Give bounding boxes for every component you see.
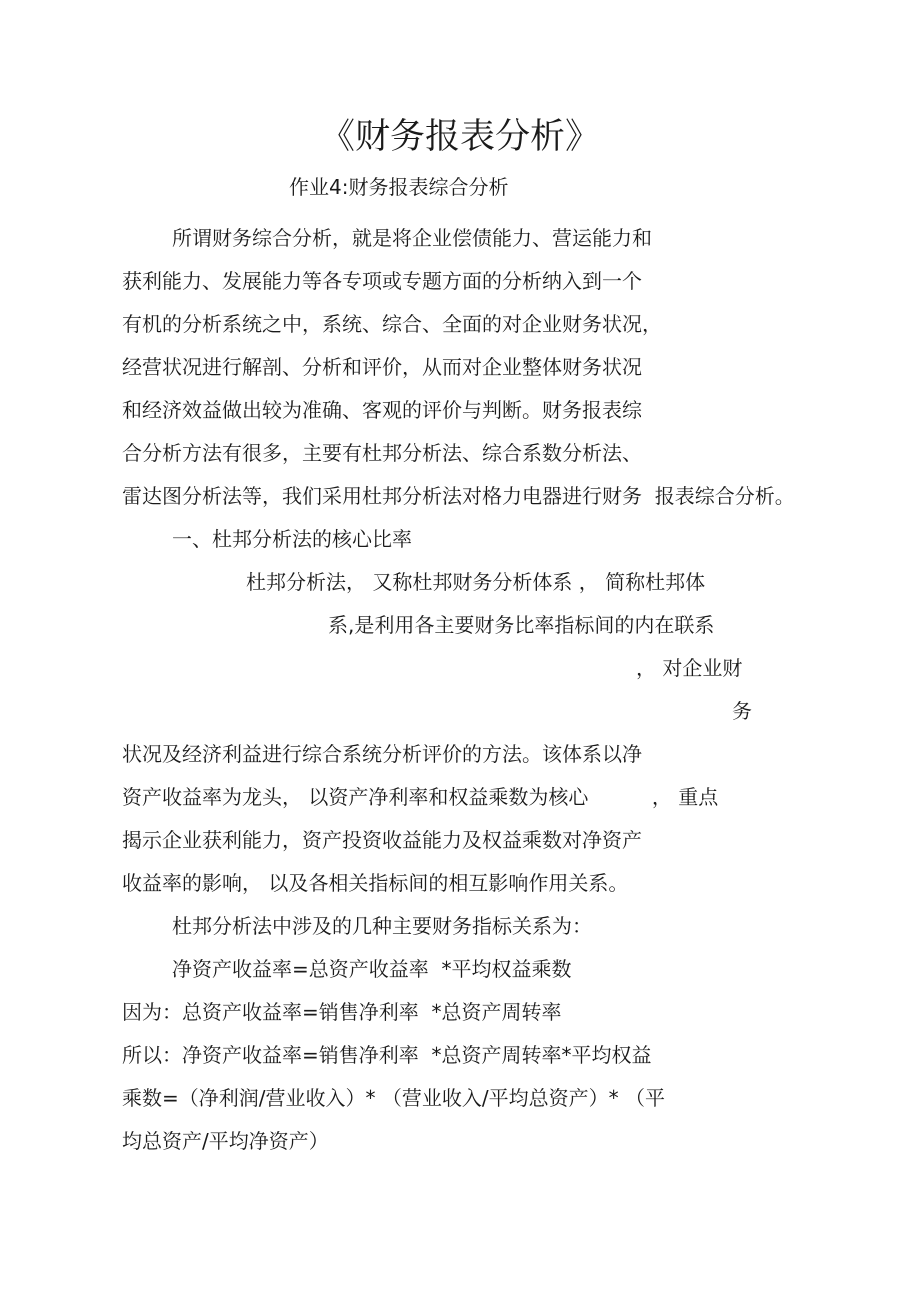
formula-line: 所以：净资产收益率=销售净利率 *总资产周转率*平均权益: [122, 1043, 652, 1067]
paragraph-line: 获利能力、发展能力等各专项或专题方面的分析纳入到一个: [122, 269, 642, 293]
formula-line: 因为：总资产收益率=销售净利率 *总资产周转率: [122, 1000, 562, 1024]
paragraph-line: 揭示企业获利能力，资产投资收益能力及权益乘数对净资产: [122, 828, 642, 852]
paragraph-line: 和经济效益做出较为准确、客观的评价与判断。财务报表综: [122, 398, 642, 422]
paragraph-line: 所谓财务综合分析，就是将企业偿债能力、营运能力和: [172, 226, 652, 250]
paragraph-line: 杜邦分析法， 又称杜邦财务分析体系 ， 简称杜邦体: [246, 570, 706, 594]
paragraph-line: 有机的分析系统之中，系统、综合、全面的对企业财务状况，: [122, 312, 662, 336]
paragraph-line: ， 对企业财: [636, 656, 743, 680]
document-title: 《财务报表分析》: [319, 117, 600, 157]
paragraph-line: 雷达图分析法等，我们采用杜邦分析法对格力电器进行财务 报表综合分析。: [122, 484, 795, 508]
paragraph-line: 状况及经济利益进行综合系统分析评价的方法。该体系以净: [122, 742, 642, 766]
document-subtitle: 作业4:财务报表综合分析: [289, 175, 509, 199]
formula-line: 均总资产/平均净资产）: [122, 1129, 329, 1153]
paragraph-line: 务: [732, 699, 752, 723]
paragraph-line: 系,是利用各主要财务比率指标间的内在联系: [328, 613, 715, 637]
paragraph-line: 资产收益率为龙头， 以资产净利率和权益乘数为核心 ， 重点: [122, 785, 719, 809]
paragraph-line: 合分析方法有很多，主要有杜邦分析法、综合系数分析法、: [122, 441, 642, 465]
paragraph-line: 杜邦分析法中涉及的几种主要财务指标关系为：: [172, 914, 592, 938]
formula-line: 乘数=（净利润/营业收入）* （营业收入/平均总资产）* （平: [122, 1086, 665, 1110]
paragraph-line: 经营状况进行解剖、分析和评价，从而对企业整体财务状况: [122, 355, 642, 379]
section-heading: 一、杜邦分析法的核心比率: [172, 527, 412, 551]
paragraph-line: 收益率的影响， 以及各相关指标间的相互影响作用关系。: [122, 871, 629, 895]
formula-line: 净资产收益率=总资产收益率 *平均权益乘数: [172, 957, 572, 981]
